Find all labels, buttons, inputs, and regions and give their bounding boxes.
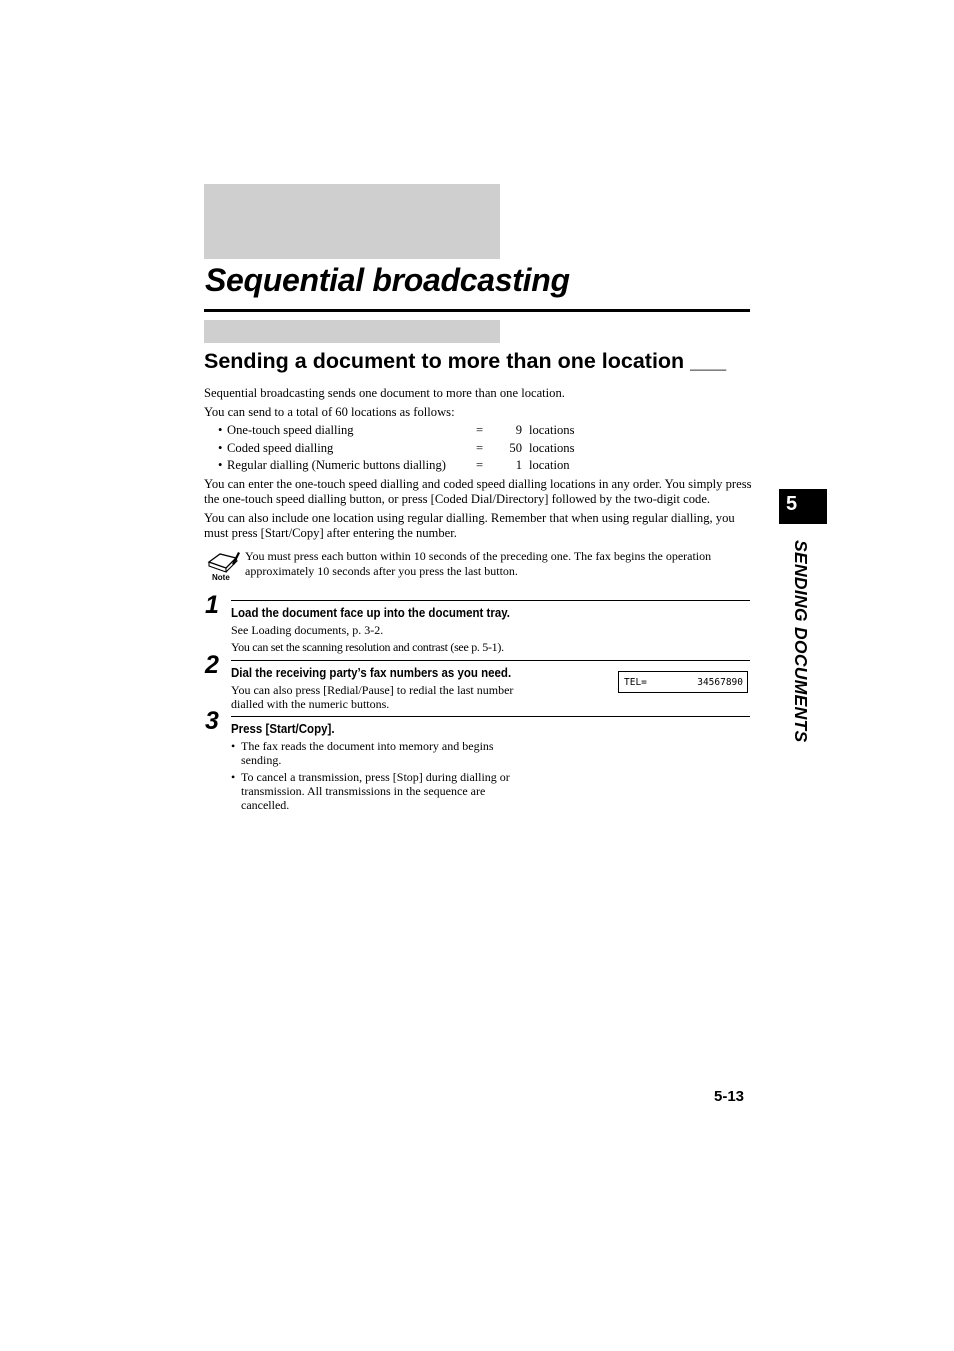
subheader-gray-block	[204, 320, 500, 343]
step-3-bullet-1: The fax reads the document into memory and begins sending.	[241, 739, 494, 767]
location-unit: location	[529, 458, 570, 472]
step-3-divider	[231, 716, 750, 717]
equals-sign: =	[476, 458, 484, 472]
bullet: •	[231, 739, 236, 753]
intro-paragraph-2: You can send to a total of 60 locations as follows:	[204, 405, 455, 419]
note-text: You must press each button within 10 seconds of the preceding one. The fax begins the operation approximately 10 seconds after you press the last button.	[245, 549, 712, 578]
equals-sign: =	[476, 423, 484, 437]
chapter-number: 5	[786, 493, 798, 515]
bullet: •	[218, 441, 223, 455]
chapter-tab	[779, 489, 827, 524]
step-2-number: 2	[205, 651, 219, 679]
intro-paragraph-3: You can enter the one-touch speed dialling and coded speed dialling locations in any order. You simply press the one-touch speed dialling button, or press [Coded Dial/Directory] followed by the two-digit code.	[204, 477, 752, 506]
step-1-heading: Load the document face up into the document tray.	[231, 606, 511, 620]
equals-sign: =	[476, 441, 484, 455]
header-gray-block	[204, 184, 500, 259]
step-1-line-1: See Loading documents, p. 3-2.	[231, 623, 384, 637]
location-unit: locations	[529, 441, 575, 455]
step-1-divider	[231, 600, 750, 601]
location-row-coded	[218, 441, 588, 458]
bullet: •	[231, 770, 236, 784]
note-icon	[206, 550, 242, 584]
display-number: 34567890	[697, 677, 743, 688]
location-label: Coded speed dialling	[227, 441, 334, 455]
bullet: •	[218, 423, 223, 437]
step-2-heading: Dial the receiving party’s fax numbers as you need.	[231, 666, 512, 680]
section-subtitle: Sending a document to more than one location ___	[204, 349, 727, 373]
fax-display	[618, 671, 748, 693]
location-count: 1	[515, 458, 522, 472]
chapter-label: SENDING DOCUMENTS	[791, 540, 811, 743]
note-icon-label: Note	[212, 573, 230, 582]
location-row-one-touch	[218, 423, 588, 440]
location-label: One-touch speed dialling	[227, 423, 354, 437]
step-3-number: 3	[205, 707, 219, 735]
page-title: Sequential broadcasting	[205, 262, 570, 298]
intro-paragraph-4: You can also include one location using regular dialling. Remember that when using regular dialling, you must press [Start/Copy] after entering the number.	[204, 511, 735, 540]
step-3-bullet-2: To cancel a transmission, press [Stop] during dialling or transmission. All transmissions in the sequence are cancelled.	[241, 770, 510, 812]
step-1-line-2: You can set the scanning resolution and contrast (see p. 5-1).	[231, 640, 504, 654]
location-label: Regular dialling (Numeric buttons dialling)	[227, 458, 446, 472]
location-unit: locations	[529, 423, 575, 437]
location-count: 9	[515, 423, 522, 437]
page-number: 5-13	[714, 1088, 745, 1105]
location-count: 50	[509, 441, 522, 455]
step-2-divider	[231, 660, 750, 661]
step-3-heading: Press [Start/Copy].	[231, 722, 335, 736]
title-divider	[204, 309, 750, 312]
step-2-line-1: You can also press [Redial/Pause] to redial the last number dialled with the numeric buttons.	[231, 683, 514, 711]
display-label: TEL=	[624, 677, 647, 688]
intro-paragraph-1: Sequential broadcasting sends one document to more than one location.	[204, 386, 565, 400]
bullet: •	[218, 458, 223, 472]
step-1-number: 1	[205, 591, 219, 619]
location-row-regular	[218, 458, 588, 475]
